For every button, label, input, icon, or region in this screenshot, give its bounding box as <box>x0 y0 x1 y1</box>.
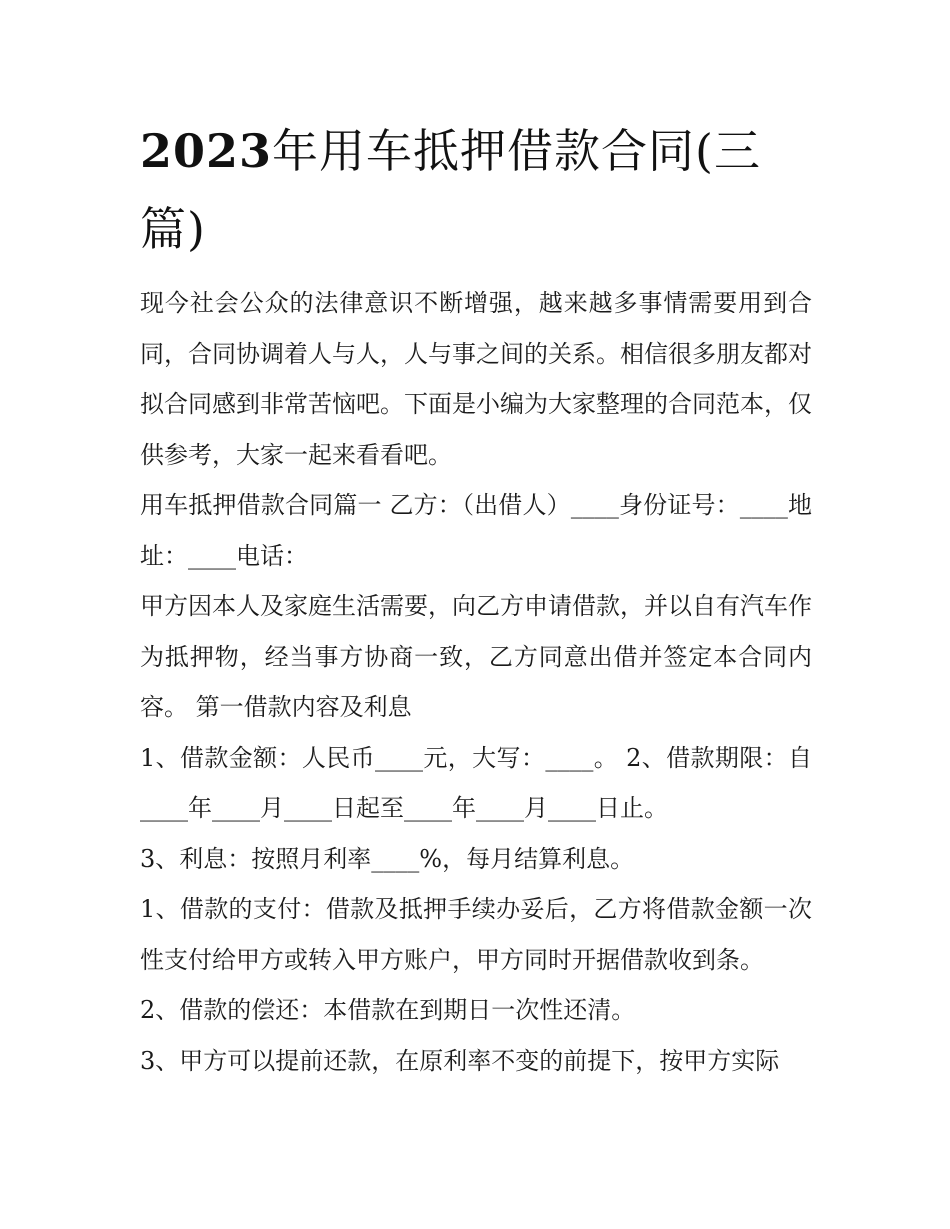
document-body <box>140 278 812 1086</box>
loan-repayment-paragraph: 2、借款的偿还：本借款在到期日一次性还清。 <box>140 996 636 1024</box>
document-title <box>140 112 820 268</box>
loan-amount-term-paragraph: 1、借款金额：人民币____元，大写：____。 2、借款期限：自____年____月____日起至____年____月____日止。 <box>140 743 812 822</box>
loan-payment-paragraph: 1、借款的支付：借款及抵押手续办妥后，乙方将借款金额一次性支付给甲方或转入甲方账户，甲方同时开据借款收到条。 <box>140 895 812 974</box>
early-repayment-paragraph: 3、甲方可以提前还款，在原利率不变的前提下，按甲方实际 <box>140 1046 780 1075</box>
contract-purpose-paragraph: 甲方因本人及家庭生活需要，向乙方申请借款，并以自有汽车作为抵押物，经当事方协商一致，乙方同意出借并签定本合同内容。 第一借款内容及利息 <box>140 592 812 721</box>
title-year: 2023 <box>140 124 273 178</box>
intro-paragraph: 现今社会公众的法律意识不断增强，越来越多事情需要用到合同，合同协调着人与人，人与事之间的关系。相信很多朋友都对拟合同感到非常苦恼吧。下面是小编为大家整理的合同范本，仅供参考，大家一起来看看吧。 <box>140 289 812 469</box>
contract-header-paragraph: 用车抵押借款合同篇一 乙方：（出借人）____身份证号：____地址：____电话： <box>140 491 812 570</box>
title-text: 年用车抵押借款合同(三篇) <box>140 124 761 256</box>
interest-paragraph: 3、利息：按照月利率____%，每月结算利息。 <box>140 844 635 873</box>
